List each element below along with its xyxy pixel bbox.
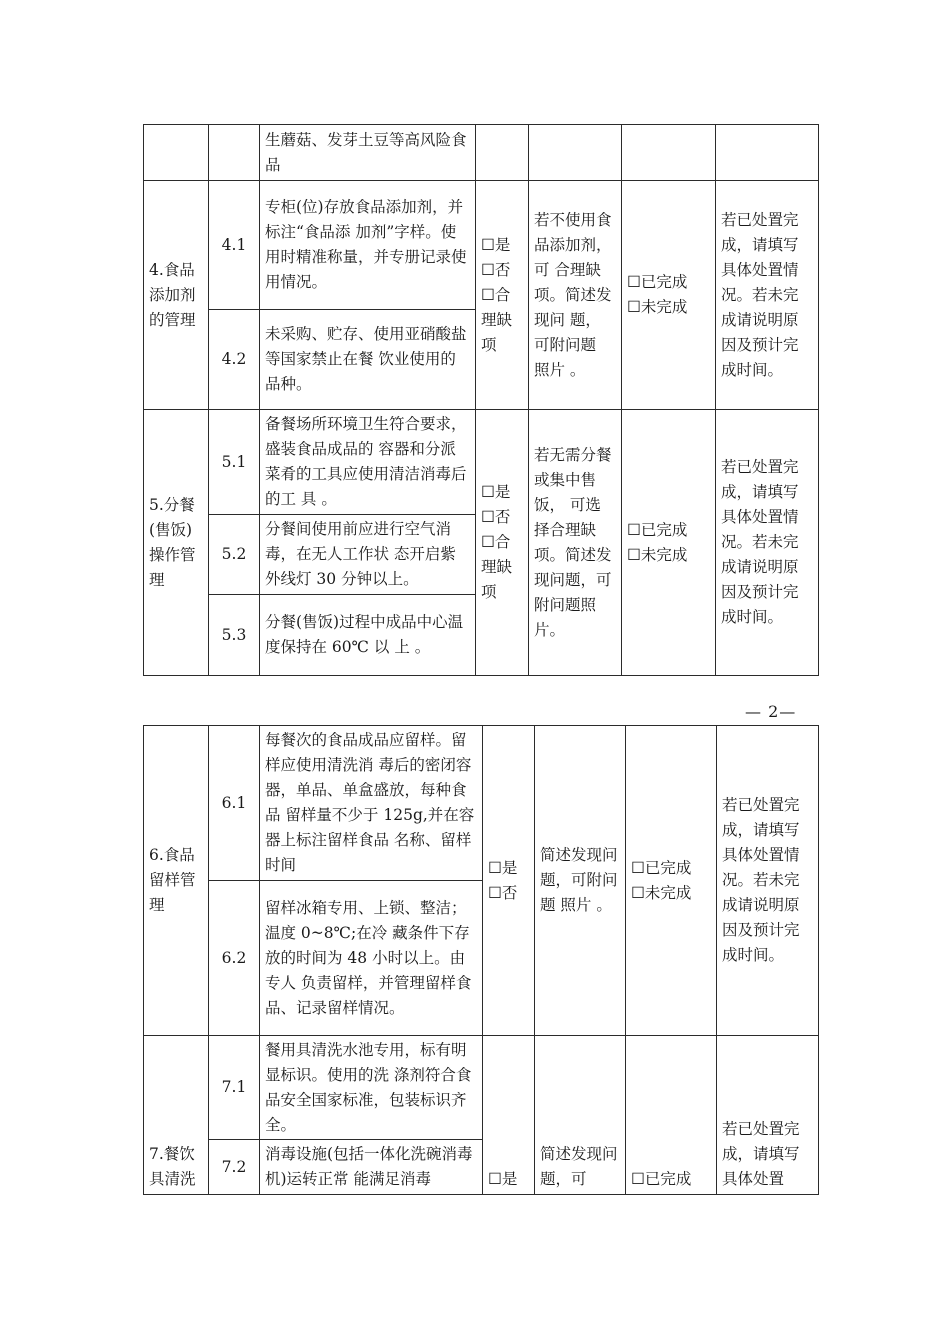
- table-row: [144, 410, 819, 515]
- item-text: 留样冰箱专用、上锁、整洁；温度 0~8℃;在冷 藏条件下存放的时间为 48 小时以上。由专人 负责留样，并管理留样食品、记录留样情况。: [260, 881, 483, 1036]
- checkbox-no[interactable]: ☐否: [488, 883, 518, 902]
- item-text: 专柜(位)存放食品添加剂，并标注“食品添 加剂”字样。使用时精准称量，并专册记录使 用情况。: [260, 181, 476, 310]
- remark-cell: 若已处置完成，请填写具体处置情况。若未完成请说明原因及预计完成时间。: [717, 726, 819, 1036]
- checkbox-not-completed[interactable]: ☐未完成: [627, 298, 688, 316]
- checkbox-not-completed[interactable]: ☐未完成: [631, 883, 692, 902]
- item-text: 分餐间使用前应进行空气消毒，在无人工作状 态开启紫外线灯 30 分钟以上。: [260, 515, 476, 595]
- item-text: 消毒设施(包括一体化洗碗消毒机)运转正常 能满足消毒: [260, 1140, 483, 1195]
- category-cell: 6.食品留样管理: [144, 726, 209, 1036]
- item-text: 备餐场所环境卫生符合要求，盛装食品成品的 容器和分派菜肴的工具应使用清洁消毒后的工 具 。: [260, 410, 476, 515]
- remark-cell: 若已处置完成，请填写具体处置: [717, 1036, 819, 1195]
- checkbox-not-applicable[interactable]: ☐合理缺项: [481, 285, 513, 354]
- compliance-checkbox-group[interactable]: [476, 410, 529, 676]
- status-checkbox-group[interactable]: [622, 181, 716, 410]
- checkbox-completed[interactable]: ☐已完成: [627, 520, 688, 539]
- checkbox-completed[interactable]: ☐已完成: [631, 858, 692, 877]
- remark-cell: 若已处置完成，请填写具体处置情况。若未完成请说明原因及预计完成时间。: [716, 410, 819, 676]
- table-row: [144, 125, 819, 181]
- item-text: 生蘑菇、发芽土豆等高风险食品: [260, 125, 476, 181]
- finding-note: 简述发现问 题，可附问题 照片 。: [535, 726, 626, 1036]
- item-number: 4.1: [209, 181, 260, 310]
- checkbox-completed[interactable]: ☐已完成: [631, 1170, 692, 1188]
- status-checkbox-group[interactable]: [626, 1036, 717, 1195]
- table-row: [144, 181, 819, 310]
- finding-note: 若无需分餐 或集中售饭， 可选择合理缺项。简述发 现问题，可附问题照片。: [529, 410, 622, 676]
- item-text: 未采购、贮存、使用亚硝酸盐等国家禁止在餐 饮业使用的品种。: [260, 310, 476, 410]
- finding-note: 若不使用食 品添加剂，可 合理缺项。简述发现问 题，可附问题 照片 。: [529, 181, 622, 410]
- checkbox-no[interactable]: ☐否: [481, 508, 511, 526]
- checkbox-yes[interactable]: ☐是: [488, 1170, 518, 1188]
- checkbox-yes[interactable]: ☐是: [481, 483, 511, 501]
- table-row: [144, 726, 819, 881]
- checkbox-yes[interactable]: ☐是: [481, 235, 511, 254]
- checkbox-not-applicable[interactable]: ☐合理缺项: [481, 533, 513, 601]
- item-text: 每餐次的食品成品应留样。留样应使用清洗消 毒后的密闭容器，单品、单盒盛放，每种食品 留样量不少于 125g,并在容器上标注留样食品 名称、留样时间: [260, 726, 483, 881]
- category-cell: 7.餐饮具清洗: [144, 1036, 209, 1195]
- checkbox-not-completed[interactable]: ☐未完成: [627, 545, 688, 564]
- table-row: [144, 1036, 819, 1140]
- item-number: 6.2: [209, 881, 260, 1036]
- compliance-checkbox-group[interactable]: [483, 1036, 535, 1195]
- page-number: — 2—: [745, 702, 797, 721]
- item-number: 5.2: [209, 515, 260, 595]
- checkbox-no[interactable]: ☐否: [481, 260, 511, 279]
- item-number: 5.3: [209, 595, 260, 676]
- item-number: 5.1: [209, 410, 260, 515]
- remark-cell: 若已处置完成，请填写具体处置情况。若未完成请说明原因及预计完成时间。: [716, 181, 819, 410]
- status-checkbox-group[interactable]: [622, 410, 716, 676]
- inspection-table-part2: [143, 725, 819, 1195]
- inspection-table-part1: [143, 124, 819, 676]
- item-number: 6.1: [209, 726, 260, 881]
- compliance-checkbox-group[interactable]: [483, 726, 535, 1036]
- item-number: 4.2: [209, 310, 260, 410]
- item-number: 7.2: [209, 1140, 260, 1195]
- category-cell: 4.食品添加剂的管理: [144, 181, 209, 410]
- item-text: 分餐(售饭)过程中成品中心温度保持在 60℃ 以 上 。: [260, 595, 476, 676]
- finding-note: 简述发现问 题，可: [535, 1036, 626, 1195]
- item-text: 餐用具清洗水池专用，标有明显标识。使用的洗 涤剂符合食品安全国家标准，包装标识齐全。: [260, 1036, 483, 1140]
- item-number: 7.1: [209, 1036, 260, 1140]
- compliance-checkbox-group[interactable]: [476, 181, 529, 410]
- checkbox-completed[interactable]: ☐已完成: [627, 273, 688, 291]
- status-checkbox-group[interactable]: [626, 726, 717, 1036]
- category-cell: 5.分餐(售饭)操作管理: [144, 410, 209, 676]
- checkbox-yes[interactable]: ☐是: [488, 858, 518, 877]
